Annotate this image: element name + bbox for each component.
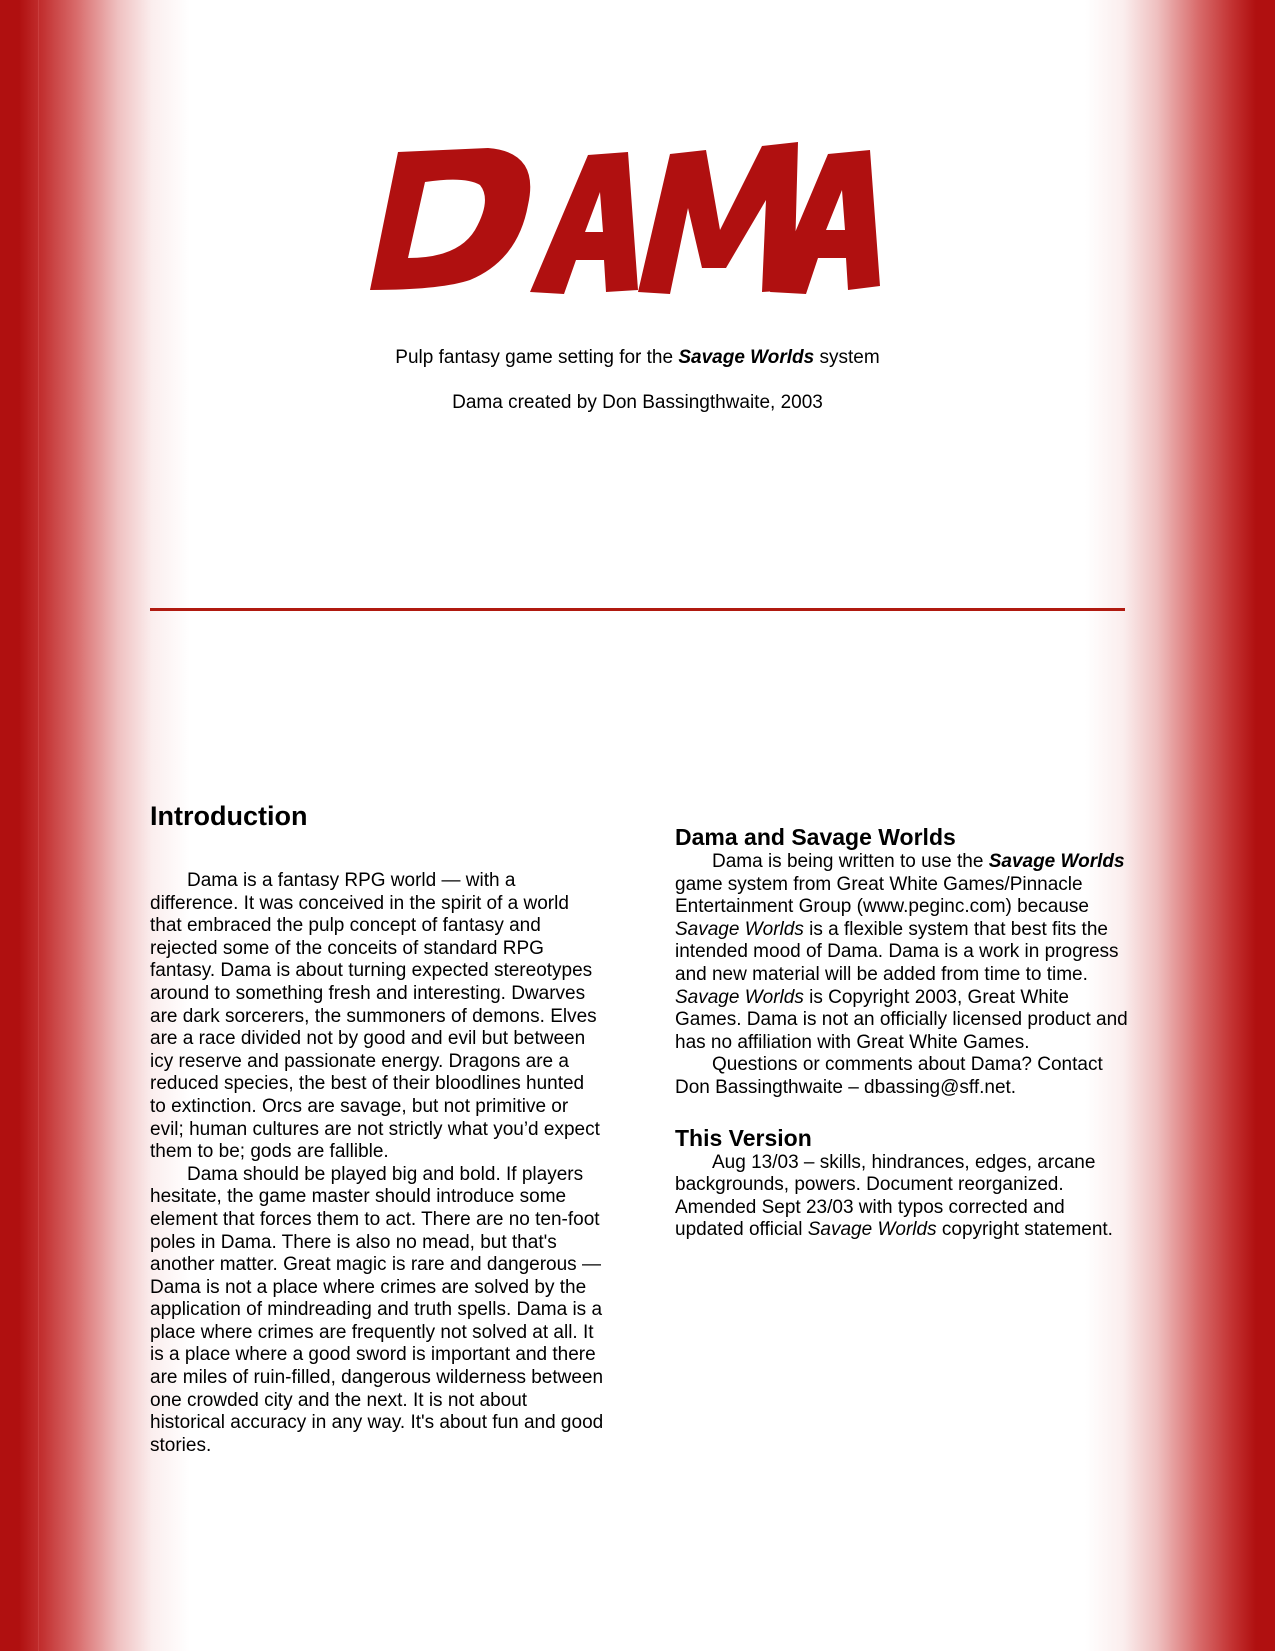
introduction-paragraph-2: Dama should be played big and bold. If players hesitate, the game master should introduce some element that forces them to act. There are no ten-foot poles in Dama. There is also no mead, but that's another matter. Great magic is rare and dangerous — Dama is not a place where crimes are solved by the application of mindreading and truth spells. Dama is a place where crimes are frequently not solved at all. It is a place where a good sword is important and there are miles of ruin-filled, dangerous wilderness between one crowded city and the next. It is not about historical accuracy in any way. It's about fun and good stories.: [150, 1163, 604, 1456]
this-version-heading: This Version: [675, 1124, 812, 1151]
this-version-paragraph: Aug 13/03 – skills, hindrances, edges, arcane backgrounds, powers. Document reorganized. Amended Sept 23/03 with typos corrected and updated official Savage Worlds copyright statement.: [675, 1151, 1113, 1241]
subtitle: Pulp fantasy game setting for the Savage Worlds system: [395, 347, 880, 368]
introduction-column: [150, 800, 605, 1457]
right-column: [675, 823, 1130, 1242]
introduction-heading: Introduction: [150, 801, 308, 831]
introduction-paragraph-1: Dama is a fantasy RPG world — with a difference. It was conceived in the spirit of a world that embraced the pulp concept of fantasy and rejected some of the conceits of standard RPG fantasy. Dama is about turning expected stereotypes around to something fresh and interesting. Dwarves are dark sorcerers, the summoners of demons. Elves are a race divided not by good and evil but between icy reserve and passionate energy. Dragons are a reduced species, the best of their bloodlines hunted to extinction. Orcs are savage, but not primitive or evil; human cultures are not strictly what you’d expect them to be; gods are fallible.: [150, 870, 600, 1163]
dama-savage-worlds-paragraph-2: Questions or comments about Dama? Contact Don Bassingthwaite – dbassing@sff.net.: [675, 1054, 1103, 1098]
divider-rule: [150, 608, 1125, 611]
credit-line: Dama created by Don Bassingthwaite, 2003: [452, 392, 823, 413]
dama-savage-worlds-heading: Dama and Savage Worlds: [675, 824, 956, 850]
dama-logo: [370, 130, 890, 310]
subtitle-emphasis: Savage Worlds: [678, 347, 815, 368]
dama-savage-worlds-paragraph-1: Dama is being written to use the Savage Worlds game system from Great White Games/Pinnacle Entertainment Group (www.peginc.com) because Savage Worlds is a flexible system that best fits the intended mood of Dama. Dama is a work in progress and new material will be added from time to time. Savage Worlds is Copyright 2003, Great White Games. Dama is not an officially licensed product and has no affiliation with Great White Games.: [675, 851, 1128, 1053]
